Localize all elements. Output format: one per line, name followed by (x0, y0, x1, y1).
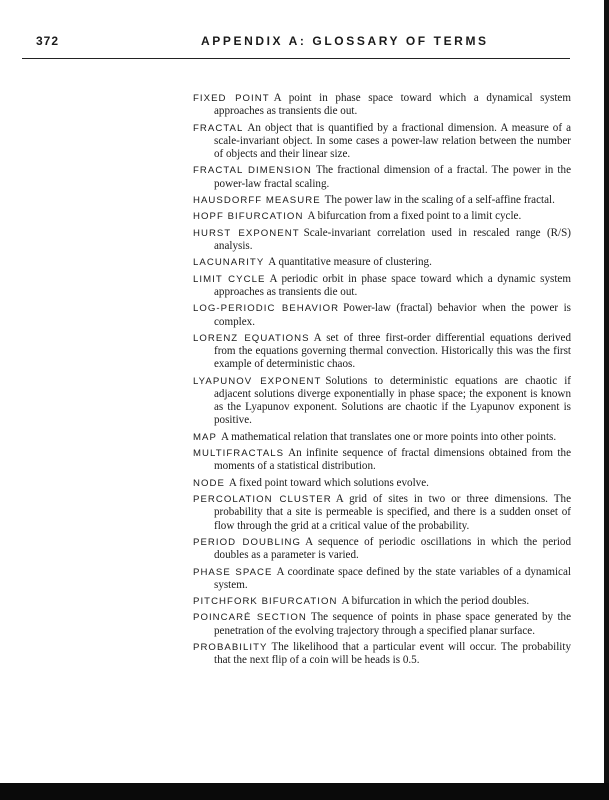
glossary-definition: The fractional dimension of a fractal. The power in the power-law fractal scaling. (214, 164, 571, 190)
glossary-entry (193, 447, 571, 473)
glossary-term: LACUNARITY (193, 257, 265, 269)
glossary-term: PITCHFORK BIFURCATION (193, 596, 338, 608)
glossary-definition: A set of three first-order differential equations derived from the equations governing thermal convection. Historically this was the first example of deterministic chaos. (214, 331, 571, 371)
glossary-term: PERCOLATION CLUSTER (193, 494, 332, 506)
glossary-definition: A sequence of periodic oscillations in which the period doubles as a parameter is varied. (214, 535, 572, 562)
glossary-definition: An object that is quantified by a fractional dimension. A measure of a scale-invariant object. In some cases a power-law relation between the number of objects and their linear size. (214, 121, 571, 160)
glossary-definition: An infinite sequence of fractal dimensions obtained from the moments of a statistical distribution. (214, 447, 571, 473)
glossary-definition: A fixed point toward which solutions evolve. (228, 476, 429, 489)
glossary-term: FIXED POINT (193, 93, 270, 104)
glossary-entry (193, 536, 571, 562)
glossary-term: HURST EXPONENT (193, 227, 300, 239)
page-header (0, 34, 609, 56)
glossary-term: FRACTAL (193, 122, 244, 134)
running-head: APPENDIX A: GLOSSARY OF TERMS (201, 34, 489, 48)
glossary-definition: Solutions to deterministic equations are chaotic if adjacent solutions diverge exponentially in phase space; the exponent is known as the Lyapunov exponent. Solutions are chaotic if the Lyapunov exponent is positive. (214, 374, 571, 427)
glossary-definition: The likelihood that a particular event will occur. The probability that the next flip of a coin will be heads is 0.5. (214, 641, 571, 667)
glossary-definition: A bifurcation in which the period doubles. (341, 595, 530, 608)
header-rule (22, 58, 570, 59)
glossary-entry (193, 375, 571, 428)
glossary-entry (193, 273, 571, 299)
glossary-definition: A coordinate space defined by the state variables of a dynamical system. (214, 565, 571, 591)
glossary-entry (193, 566, 571, 592)
scan-edge-shadow (604, 0, 609, 783)
glossary-entry (193, 256, 571, 269)
glossary-term: FRACTAL DIMENSION (193, 165, 312, 177)
glossary-definition: A mathematical relation that translates one or more points into other points. (220, 430, 557, 443)
glossary-term: MAP (193, 431, 217, 443)
glossary-definition: A quantitative measure of clustering. (268, 256, 432, 269)
glossary-entry (193, 210, 571, 223)
glossary-entry (193, 302, 571, 328)
glossary-term: POINCARÉ SECTION (193, 612, 307, 624)
page-number: 372 (36, 34, 60, 48)
glossary-entry (193, 493, 571, 533)
glossary-entry (193, 595, 571, 608)
glossary-term: PERIOD DOUBLING (193, 536, 302, 548)
glossary-term: PHASE SPACE (193, 566, 273, 578)
glossary-entry (193, 164, 571, 190)
glossary-entry (193, 227, 571, 253)
glossary-definition: Scale-invariant correlation used in rescaled range (R/S) analysis. (214, 226, 571, 252)
glossary-definition: The power law in the scaling of a self-affine fractal. (324, 193, 555, 206)
glossary-term: LOG-PERIODIC BEHAVIOR (193, 303, 340, 315)
glossary-term: HOPF BIFURCATION (193, 211, 304, 223)
glossary-term: LYAPUNOV EXPONENT (193, 375, 322, 387)
glossary-entry (193, 477, 571, 490)
glossary-entry (193, 194, 571, 207)
glossary-definition: A grid of sites in two or three dimensions. The probability that a site is permeable is specified, and there is a sudden onset of flow through the grid at a critical value of the probability. (214, 493, 571, 532)
glossary-term: LORENZ EQUATIONS (193, 332, 310, 344)
glossary-term: MULTIFRACTALS (193, 448, 285, 460)
glossary-entry (193, 92, 571, 118)
glossary-entry (193, 611, 571, 637)
glossary-list (193, 92, 571, 671)
glossary-definition: A point in phase space toward which a dynamical system approaches as transients die out. (214, 92, 571, 118)
glossary-entry (193, 332, 571, 372)
glossary-term: HAUSDORFF MEASURE (193, 194, 321, 206)
glossary-definition: The sequence of points in phase space generated by the penetration of the evolving trajectory through a specified planar surface. (214, 611, 572, 637)
glossary-entry (193, 641, 571, 667)
glossary-term: NODE (193, 477, 225, 489)
glossary-term: LIMIT CYCLE (193, 273, 266, 285)
scan-bottom-border (0, 783, 609, 800)
glossary-entry (193, 431, 571, 444)
glossary-definition: A bifurcation from a fixed point to a limit cycle. (307, 210, 522, 223)
glossary-entry (193, 122, 571, 162)
glossary-term: PROBABILITY (193, 642, 268, 654)
glossary-definition: Power-law (fractal) behavior when the power is complex. (214, 302, 571, 328)
glossary-definition: A periodic orbit in phase space toward which a dynamic system approaches as transients die out. (214, 272, 571, 298)
